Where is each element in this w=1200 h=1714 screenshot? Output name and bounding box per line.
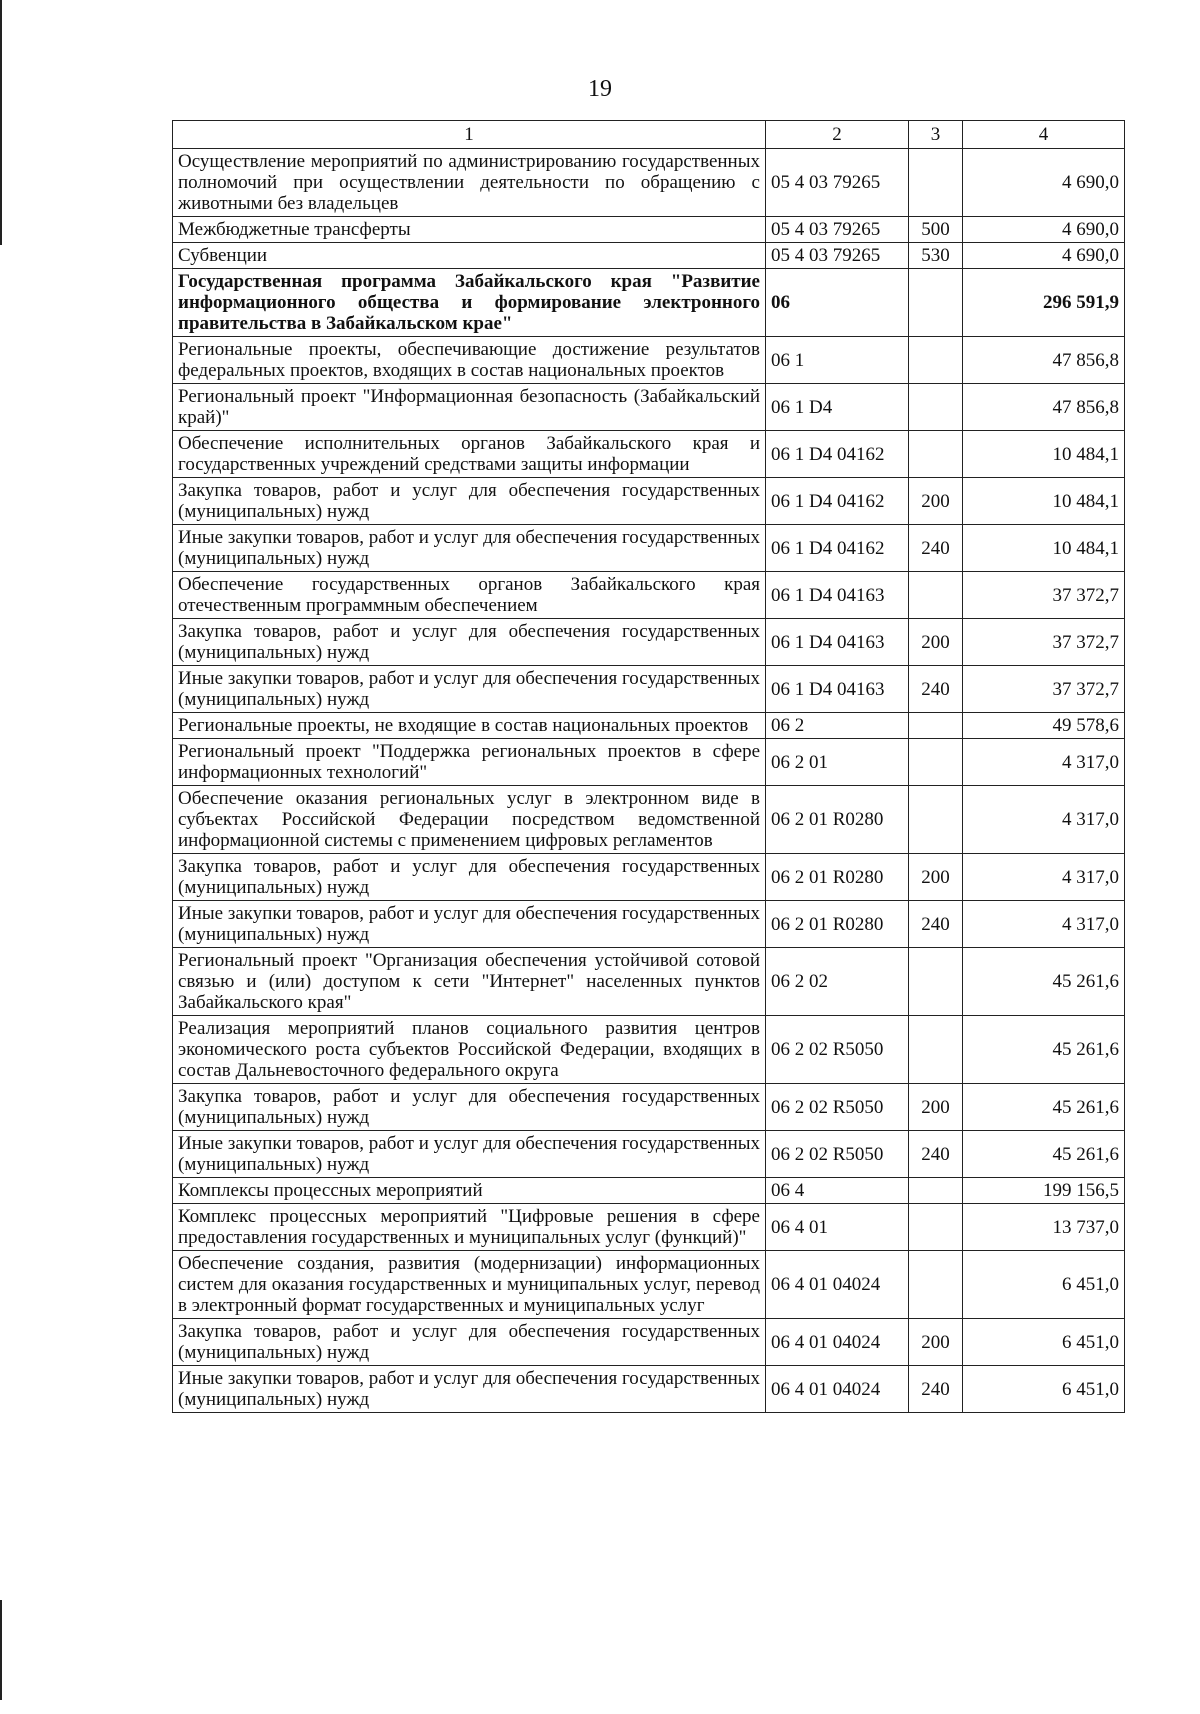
table-row bbox=[173, 269, 1125, 337]
row-type-cell: 240 bbox=[909, 1131, 963, 1178]
table-row bbox=[173, 948, 1125, 1016]
row-code-cell: 05 4 03 79265 bbox=[766, 217, 909, 243]
row-code-cell: 06 2 02 R5050 bbox=[766, 1084, 909, 1131]
table-row bbox=[173, 217, 1125, 243]
table-row bbox=[173, 149, 1125, 217]
row-code-cell: 06 1 D4 04163 bbox=[766, 666, 909, 713]
row-amount-cell: 10 484,1 bbox=[963, 525, 1125, 572]
row-code-cell: 06 2 02 bbox=[766, 948, 909, 1016]
row-amount-cell: 37 372,7 bbox=[963, 572, 1125, 619]
table-row bbox=[173, 901, 1125, 948]
table-row bbox=[173, 384, 1125, 431]
row-code-cell: 06 1 D4 04162 bbox=[766, 431, 909, 478]
row-amount-cell: 10 484,1 bbox=[963, 431, 1125, 478]
table-row bbox=[173, 739, 1125, 786]
row-type-cell: 240 bbox=[909, 901, 963, 948]
row-amount-cell: 47 856,8 bbox=[963, 337, 1125, 384]
table-row bbox=[173, 525, 1125, 572]
table-row bbox=[173, 1366, 1125, 1413]
row-code-cell: 06 2 bbox=[766, 713, 909, 739]
row-name-cell: Закупка товаров, работ и услуг для обеспечения государственных (муниципальных) нужд bbox=[173, 1084, 766, 1131]
row-code-cell: 06 4 01 bbox=[766, 1204, 909, 1251]
row-code-cell: 05 4 03 79265 bbox=[766, 149, 909, 217]
row-amount-cell: 4 690,0 bbox=[963, 149, 1125, 217]
row-amount-cell: 45 261,6 bbox=[963, 948, 1125, 1016]
row-name-cell: Обеспечение создания, развития (модернизации) информационных систем для оказания государственных и муниципальных услуг, перевод в электронный формат государственных и муниципальных услуг bbox=[173, 1251, 766, 1319]
row-amount-cell: 296 591,9 bbox=[963, 269, 1125, 337]
row-code-cell: 06 1 bbox=[766, 337, 909, 384]
row-type-cell bbox=[909, 149, 963, 217]
row-code-cell: 06 4 01 04024 bbox=[766, 1366, 909, 1413]
row-code-cell: 06 2 01 R0280 bbox=[766, 854, 909, 901]
row-amount-cell: 6 451,0 bbox=[963, 1251, 1125, 1319]
row-name-cell: Закупка товаров, работ и услуг для обеспечения государственных (муниципальных) нужд bbox=[173, 854, 766, 901]
header-cell-2: 2 bbox=[766, 121, 909, 149]
row-type-cell: 530 bbox=[909, 243, 963, 269]
row-type-cell bbox=[909, 1204, 963, 1251]
header-cell-4: 4 bbox=[963, 121, 1125, 149]
row-code-cell: 05 4 03 79265 bbox=[766, 243, 909, 269]
row-name-cell: Региональные проекты, не входящие в состав национальных проектов bbox=[173, 713, 766, 739]
table-row bbox=[173, 1204, 1125, 1251]
row-code-cell: 06 1 D4 04162 bbox=[766, 478, 909, 525]
row-amount-cell: 4 690,0 bbox=[963, 217, 1125, 243]
table-row bbox=[173, 1084, 1125, 1131]
row-amount-cell: 45 261,6 bbox=[963, 1131, 1125, 1178]
table-row bbox=[173, 431, 1125, 478]
row-name-cell: Обеспечение исполнительных органов Забайкальского края и государственных учреждений средствами защиты информации bbox=[173, 431, 766, 478]
row-amount-cell: 4 690,0 bbox=[963, 243, 1125, 269]
table-row bbox=[173, 478, 1125, 525]
row-amount-cell: 13 737,0 bbox=[963, 1204, 1125, 1251]
header-cell-1: 1 bbox=[173, 121, 766, 149]
row-code-cell: 06 2 02 R5050 bbox=[766, 1131, 909, 1178]
row-name-cell: Иные закупки товаров, работ и услуг для обеспечения государственных (муниципальных) нужд bbox=[173, 1366, 766, 1413]
table-row bbox=[173, 1319, 1125, 1366]
row-type-cell: 200 bbox=[909, 1319, 963, 1366]
row-code-cell: 06 4 01 04024 bbox=[766, 1251, 909, 1319]
row-code-cell: 06 1 D4 04162 bbox=[766, 525, 909, 572]
table-row bbox=[173, 337, 1125, 384]
row-code-cell: 06 2 01 R0280 bbox=[766, 786, 909, 854]
row-type-cell: 200 bbox=[909, 1084, 963, 1131]
row-name-cell: Комплекс процессных мероприятий "Цифровые решения в сфере предоставления государственных и муниципальных услуг (функций)" bbox=[173, 1204, 766, 1251]
row-name-cell: Региональные проекты, обеспечивающие достижение результатов федеральных проектов, входящих в состав национальных проектов bbox=[173, 337, 766, 384]
scan-edge-line-top bbox=[0, 0, 2, 245]
row-type-cell: 240 bbox=[909, 525, 963, 572]
row-name-cell: Государственная программа Забайкальского края "Развитие информационного общества и формирование электронного правительства в Забайкальском крае" bbox=[173, 269, 766, 337]
row-amount-cell: 6 451,0 bbox=[963, 1319, 1125, 1366]
row-amount-cell: 37 372,7 bbox=[963, 619, 1125, 666]
table-row bbox=[173, 713, 1125, 739]
table-row bbox=[173, 572, 1125, 619]
row-amount-cell: 4 317,0 bbox=[963, 786, 1125, 854]
row-name-cell: Иные закупки товаров, работ и услуг для обеспечения государственных (муниципальных) нужд bbox=[173, 1131, 766, 1178]
row-type-cell bbox=[909, 786, 963, 854]
row-amount-cell: 10 484,1 bbox=[963, 478, 1125, 525]
row-amount-cell: 6 451,0 bbox=[963, 1366, 1125, 1413]
table-row bbox=[173, 1251, 1125, 1319]
row-amount-cell: 4 317,0 bbox=[963, 901, 1125, 948]
row-code-cell: 06 2 01 bbox=[766, 739, 909, 786]
row-type-cell bbox=[909, 1016, 963, 1084]
row-name-cell: Иные закупки товаров, работ и услуг для обеспечения государственных (муниципальных) нужд bbox=[173, 901, 766, 948]
row-name-cell: Региональный проект "Организация обеспечения устойчивой сотовой связью и (или) доступом к сети "Интернет" населенных пунктов Забайкальского края" bbox=[173, 948, 766, 1016]
row-amount-cell: 199 156,5 bbox=[963, 1178, 1125, 1204]
row-type-cell: 240 bbox=[909, 1366, 963, 1413]
row-amount-cell: 37 372,7 bbox=[963, 666, 1125, 713]
row-amount-cell: 49 578,6 bbox=[963, 713, 1125, 739]
row-code-cell: 06 1 D4 bbox=[766, 384, 909, 431]
row-name-cell: Закупка товаров, работ и услуг для обеспечения государственных (муниципальных) нужд bbox=[173, 478, 766, 525]
row-code-cell: 06 2 01 R0280 bbox=[766, 901, 909, 948]
row-type-cell: 240 bbox=[909, 666, 963, 713]
row-code-cell: 06 4 01 04024 bbox=[766, 1319, 909, 1366]
row-type-cell bbox=[909, 948, 963, 1016]
row-type-cell: 500 bbox=[909, 217, 963, 243]
row-name-cell: Межбюджетные трансферты bbox=[173, 217, 766, 243]
row-name-cell: Региональный проект "Поддержка региональных проектов в сфере информационных технологий" bbox=[173, 739, 766, 786]
row-amount-cell: 4 317,0 bbox=[963, 854, 1125, 901]
row-amount-cell: 47 856,8 bbox=[963, 384, 1125, 431]
row-name-cell: Иные закупки товаров, работ и услуг для обеспечения государственных (муниципальных) нужд bbox=[173, 525, 766, 572]
row-name-cell: Иные закупки товаров, работ и услуг для обеспечения государственных (муниципальных) нужд bbox=[173, 666, 766, 713]
row-type-cell bbox=[909, 384, 963, 431]
row-name-cell: Обеспечение оказания региональных услуг в электронном виде в субъектах Российской Федерации посредством ведомственной информационной системы с применением цифровых регламентов bbox=[173, 786, 766, 854]
row-code-cell: 06 bbox=[766, 269, 909, 337]
table-row bbox=[173, 1178, 1125, 1204]
row-name-cell: Осуществление мероприятий по администрированию государственных полномочий при осуществлении деятельности по обращению с животными без владельцев bbox=[173, 149, 766, 217]
table-row bbox=[173, 786, 1125, 854]
budget-table bbox=[172, 120, 1125, 1413]
row-type-cell: 200 bbox=[909, 478, 963, 525]
row-type-cell bbox=[909, 1178, 963, 1204]
table-row bbox=[173, 619, 1125, 666]
row-type-cell bbox=[909, 269, 963, 337]
row-type-cell bbox=[909, 572, 963, 619]
header-cell-3: 3 bbox=[909, 121, 963, 149]
row-type-cell bbox=[909, 713, 963, 739]
table-row bbox=[173, 854, 1125, 901]
row-code-cell: 06 1 D4 04163 bbox=[766, 572, 909, 619]
table-row bbox=[173, 666, 1125, 713]
row-amount-cell: 45 261,6 bbox=[963, 1084, 1125, 1131]
row-code-cell: 06 1 D4 04163 bbox=[766, 619, 909, 666]
row-name-cell: Обеспечение государственных органов Забайкальского края отечественным программным обеспечением bbox=[173, 572, 766, 619]
row-amount-cell: 45 261,6 bbox=[963, 1016, 1125, 1084]
row-amount-cell: 4 317,0 bbox=[963, 739, 1125, 786]
row-type-cell bbox=[909, 337, 963, 384]
row-code-cell: 06 4 bbox=[766, 1178, 909, 1204]
table-row bbox=[173, 1016, 1125, 1084]
row-name-cell: Закупка товаров, работ и услуг для обеспечения государственных (муниципальных) нужд bbox=[173, 1319, 766, 1366]
row-type-cell bbox=[909, 431, 963, 478]
row-type-cell bbox=[909, 739, 963, 786]
row-name-cell: Региональный проект "Информационная безопасность (Забайкальский край)" bbox=[173, 384, 766, 431]
table-header-row bbox=[173, 121, 1125, 149]
row-name-cell: Закупка товаров, работ и услуг для обеспечения государственных (муниципальных) нужд bbox=[173, 619, 766, 666]
table-row bbox=[173, 1131, 1125, 1178]
row-name-cell: Реализация мероприятий планов социального развития центров экономического роста субъектов Российской Федерации, входящих в состав Дальневосточного федерального округа bbox=[173, 1016, 766, 1084]
row-type-cell: 200 bbox=[909, 854, 963, 901]
page-number: 19 bbox=[588, 76, 612, 102]
row-name-cell: Субвенции bbox=[173, 243, 766, 269]
row-code-cell: 06 2 02 R5050 bbox=[766, 1016, 909, 1084]
table-row bbox=[173, 243, 1125, 269]
scan-edge-line-bottom bbox=[0, 1600, 2, 1700]
row-type-cell bbox=[909, 1251, 963, 1319]
row-type-cell: 200 bbox=[909, 619, 963, 666]
row-name-cell: Комплексы процессных мероприятий bbox=[173, 1178, 766, 1204]
